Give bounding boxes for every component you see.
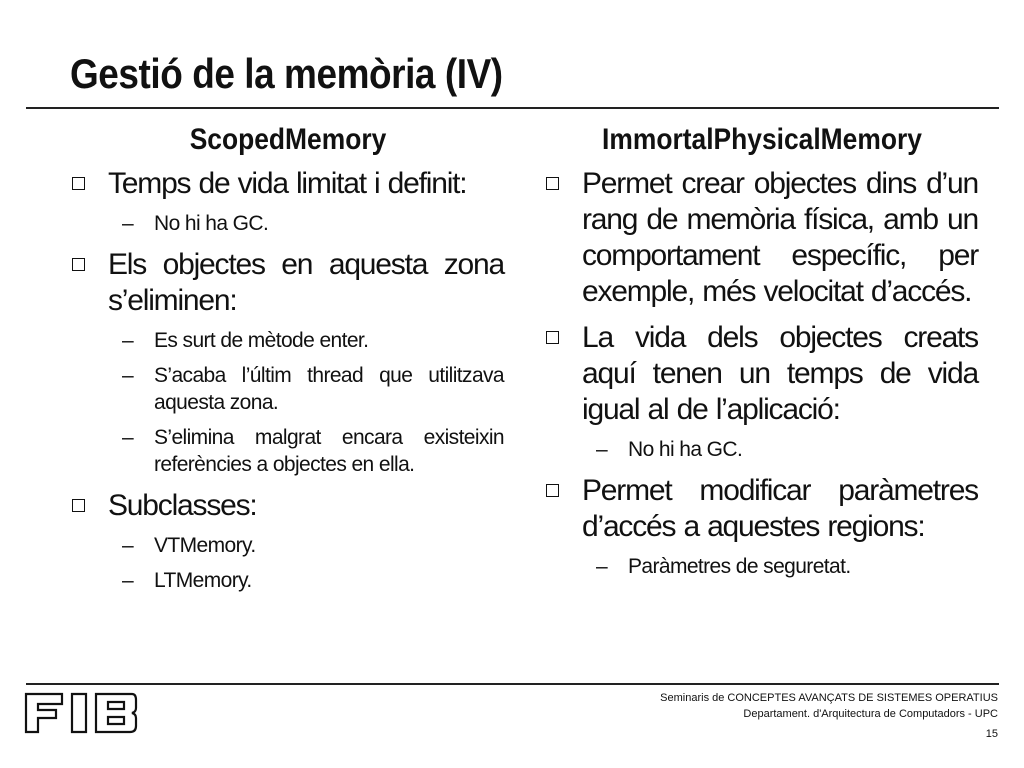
footer-divider xyxy=(26,683,999,685)
square-bullet-icon xyxy=(72,258,85,271)
sub-item xyxy=(546,553,978,580)
sub-text: S’elimina malgrat encara existeixin referències a objectes en ella. xyxy=(154,426,504,476)
bullet-text: Permet crear objectes dins d’un rang de memòria física, amb un comportament específic, per exemple, més velocitat d’accés. xyxy=(582,167,978,308)
right-column xyxy=(546,122,978,590)
sub-text: No hi ha GC. xyxy=(628,438,743,461)
bullet-text: La vida dels objectes creats aquí tenen un temps de vida igual al de l’aplicació: xyxy=(582,321,978,426)
fib-logo-icon xyxy=(24,690,140,736)
left-heading: ScopedMemory xyxy=(189,123,387,156)
dash-icon: – xyxy=(596,438,608,461)
sub-item xyxy=(72,362,504,416)
left-column xyxy=(72,122,504,604)
slide-title: Gestió de la memòria (IV) xyxy=(70,50,503,97)
right-heading: ImmortalPhysicalMemory xyxy=(602,123,922,156)
footer-department: Departament. d'Arquitectura de Computadors - UPC xyxy=(743,708,998,720)
sub-text: Es surt de mètode enter. xyxy=(154,329,369,352)
dash-icon: – xyxy=(122,426,134,449)
square-bullet-icon xyxy=(546,331,559,344)
dash-icon: – xyxy=(122,534,134,557)
sub-item xyxy=(72,567,504,594)
sub-item xyxy=(72,532,504,559)
square-bullet-icon xyxy=(72,499,85,512)
bullet-item xyxy=(72,488,504,524)
sub-item xyxy=(546,436,978,463)
bullet-text: Permet modificar paràmetres d’accés a aquestes regions: xyxy=(582,474,978,543)
sub-item xyxy=(72,210,504,237)
bullet-item xyxy=(546,320,978,428)
sub-text: VTMemory. xyxy=(154,534,256,557)
bullet-item xyxy=(546,166,978,310)
footer-credits xyxy=(660,690,998,722)
sub-text: S’acaba l’últim thread que utilitzava aquesta zona. xyxy=(154,364,504,414)
dash-icon: – xyxy=(122,364,134,387)
bullet-item xyxy=(72,166,504,202)
page-number: 15 xyxy=(985,728,998,740)
sub-item xyxy=(72,424,504,478)
bullet-item xyxy=(72,247,504,319)
sub-text: LTMemory. xyxy=(154,569,252,592)
title-divider xyxy=(26,107,999,109)
dash-icon: – xyxy=(596,555,608,578)
sub-item xyxy=(72,327,504,354)
square-bullet-icon xyxy=(546,484,559,497)
bullet-text: Subclasses: xyxy=(108,489,257,522)
sub-text: No hi ha GC. xyxy=(154,212,269,235)
bullet-text: Els objectes en aquesta zona s’eliminen: xyxy=(108,248,504,317)
bullet-text: Temps de vida limitat i definit: xyxy=(108,167,467,200)
square-bullet-icon xyxy=(72,177,85,190)
dash-icon: – xyxy=(122,212,134,235)
dash-icon: – xyxy=(122,329,134,352)
bullet-item xyxy=(546,473,978,545)
dash-icon: – xyxy=(122,569,134,592)
sub-text: Paràmetres de seguretat. xyxy=(628,555,851,578)
footer-course: Seminaris de CONCEPTES AVANÇATS DE SISTEMES OPERATIUS xyxy=(660,692,998,704)
square-bullet-icon xyxy=(546,177,559,190)
